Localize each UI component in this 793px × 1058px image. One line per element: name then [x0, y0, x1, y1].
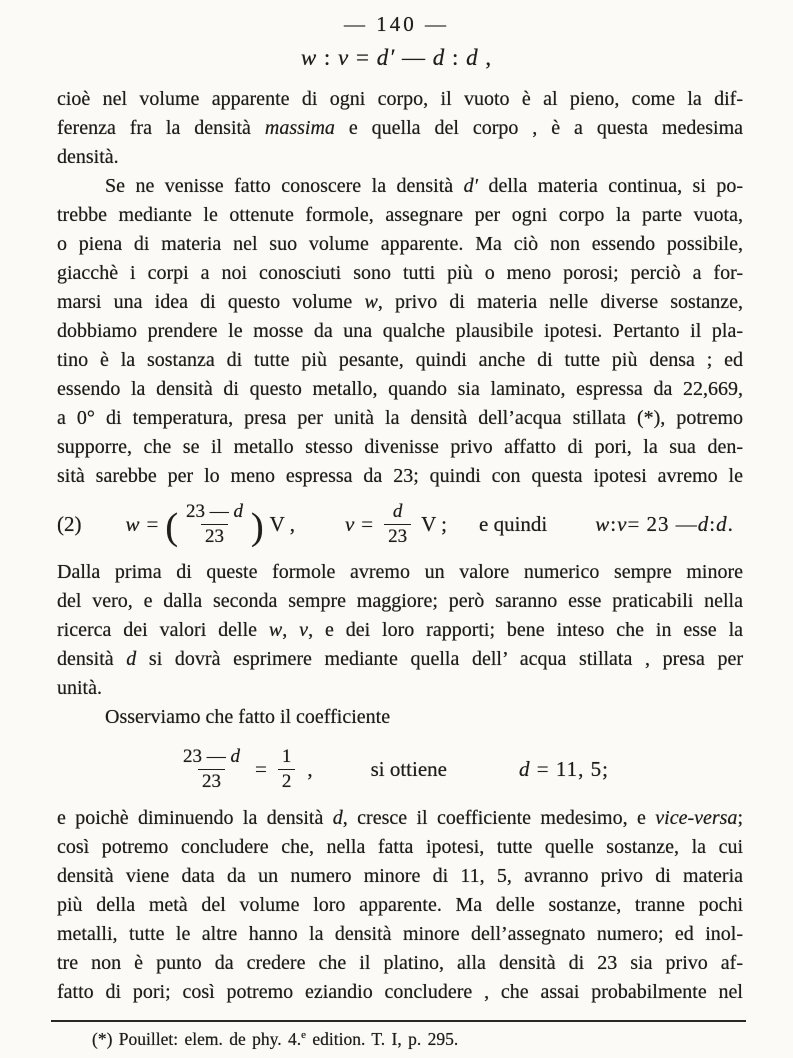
text-line: tino è la sostanza di tutte più pesante, quindi anche di tutte più densa ; ed [57, 349, 743, 371]
page-number: — 140 — [344, 12, 449, 36]
paragraphs-top [57, 85, 743, 491]
var-w: w [125, 512, 140, 537]
text-line: ricerca dei valori delle w, v, e dei loro rapporti; bene inteso che in esse la [57, 618, 743, 641]
formula-proportion: w : v = d′ — d : d , [300, 45, 493, 70]
footnote-superscript: e [301, 1029, 306, 1042]
text-line: o piena di materia nel suo volume apparente. Ma ciò non essendo possibile, [57, 233, 743, 255]
text-line: a 0° di temperatura, presa per unità la densità dell’acqua stillata (*), potremo [57, 407, 743, 429]
fraction [179, 746, 244, 794]
text-line: Osserviamo che fatto il coefficiente [105, 705, 391, 728]
footnote-text: edition. T. I, p. 295. [306, 1029, 459, 1050]
text-line: unità. [57, 676, 102, 699]
text-line: densità d si dovrà esprimere mediante quella dell’ acqua stillata , presa per [57, 647, 744, 670]
fraction-numerator: d [392, 501, 403, 522]
text-line: giacchè i corpi a noi conosciuti sono tutti più o meno porosi; perciò a for- [57, 262, 743, 284]
text-line: Dalla prima di queste formole avremo un valore numerico sempre minore [57, 560, 743, 583]
density-result: d = 11, 5; [519, 757, 609, 782]
fraction [182, 501, 247, 549]
w-expression: w = ( $\frac{23 — d}{23}$ ) V , [125, 501, 295, 548]
equation-number: (2) [57, 512, 82, 537]
text-line: fatto di pori; così potremo eziandio concludere , che assai probabilmente nel [57, 980, 743, 1003]
footnote-rule [51, 1020, 746, 1022]
comma: , [307, 757, 313, 782]
text-line: densità. [57, 146, 119, 168]
text-line: e poichè diminuendo la densità d, cresce il coefficiente medesimo, e vice-versa; [57, 806, 743, 829]
equals-sign: = [255, 757, 267, 782]
volume-term: V ; [421, 512, 448, 537]
text-line: metalli, tutte le altre hanno la densità minore dell’assegnato numero; ed inol- [57, 922, 743, 945]
text-line: del vero, e dalla seconda sempre maggiore; però saranno esse praticabili nella [57, 589, 743, 612]
text-line: essendo la densità di questo metallo, quando sia laminato, espressa da 22,669, [57, 378, 743, 400]
text-line: Se ne venisse fatto conoscere la densità d′ della materia continua, si po- [105, 175, 743, 197]
fraction-numerator: 23 — d [186, 501, 244, 522]
fraction-denominator: 2 [278, 769, 296, 793]
fraction-denominator: 23 [384, 524, 411, 548]
equals-sign: = [361, 512, 374, 537]
connector-text: e quindi [479, 512, 548, 537]
footnote-text: (*) Pouillet: elem. de phy. 4. [92, 1029, 302, 1050]
text-line: ferenza fra la densità massima e quella del corpo , è a questa medesima [57, 117, 743, 139]
v-expression [345, 501, 447, 549]
fraction-numerator: 1 [281, 745, 292, 767]
footnote [92, 1029, 743, 1050]
equals-sign: = [146, 512, 159, 537]
text-line: trebbe mediante le ottenute formole, assegnare per ogni corpo la parte vuota, [57, 204, 743, 226]
text-line: dobbiamo prendere le mosse da una qualche plausibile ipotesi. Pertanto il pla- [57, 320, 743, 342]
formula-equation-2 [57, 501, 743, 549]
fraction-numerator: 23 — d [183, 745, 240, 767]
si-ottiene-text: si ottiene [370, 757, 447, 782]
fraction [278, 746, 296, 794]
fraction-denominator: 23 [198, 769, 225, 793]
fraction-denominator: 23 [201, 524, 228, 548]
text-line: cioè nel volume apparente di ogni corpo, il vuoto è al pieno, come la dif- [57, 88, 743, 110]
text-line: così potremo concludere che, nella fatta ipotesi, tutte quelle sostanze, la cui [57, 835, 743, 858]
paragraphs-bottom [57, 804, 743, 1007]
fraction [384, 501, 411, 549]
text-line: più della metà del volume loro apparente. Ma delle sostanze, tranne pochi [57, 893, 743, 916]
text-line: densità viene data da un numero minore di 11, 5, avranno privo di materia [57, 864, 743, 887]
text-line: sità sarebbe per lo meno espressa da 23; quindi con questa ipotesi avremo le [57, 465, 743, 487]
text-line: marsi una idea di questo volume w, privo di materia nelle diverse sostanze, [57, 291, 743, 313]
text-line: supporre, che se il metallo stesso divenisse privo affatto di pori, la sua den- [57, 436, 743, 458]
volume-term: V , [269, 512, 295, 537]
proportion-result: w : v = 23 — d : d . [595, 512, 734, 537]
var-v: v [344, 512, 355, 537]
text-line: tre non è punto da credere che il platino, alla densità di 23 sia privo af- [57, 951, 743, 974]
coefficient-equation [175, 746, 313, 794]
paragraphs-middle [57, 558, 743, 732]
formula-coefficient [57, 746, 743, 794]
